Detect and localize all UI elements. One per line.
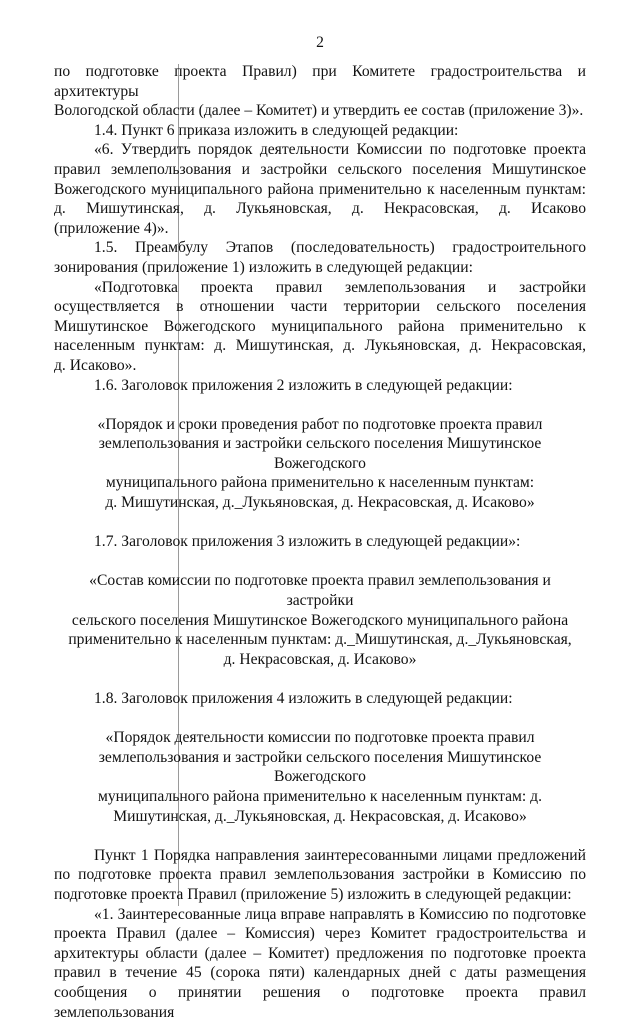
clause-1-7-title: сельского поселения Мишутинское Вожегодского муниципального района xyxy=(71,611,569,629)
clause-1-5-line: «Подготовка проекта правил землепользования и застройки xyxy=(94,278,586,296)
page-number: 2 xyxy=(316,34,324,51)
clause-1-4-heading: 1.4. Пункт 6 приказа изложить в следующей редакции: xyxy=(94,121,459,139)
clause-1-6-title: муниципального района применительно к населенным пунктам: xyxy=(105,474,535,492)
clause-1-4-line: (приложение 4)». xyxy=(54,219,169,237)
clause-1-8-heading: 1.8. Заголовок приложения 4 изложить в следующей редакции: xyxy=(94,690,513,707)
clause-1-5-line: д. Исаково». xyxy=(54,356,137,374)
clause-1-6-heading: 1.6. Заголовок приложения 2 изложить в следующей редакции: xyxy=(94,376,513,394)
clause-1-5-line: населенным пунктам: д. Мишутинская, д. Лукьяновская, д. Некрасовская, xyxy=(54,337,586,355)
punkt-1-body: сообщения о принятии решения о подготовке проекта правил землепользования xyxy=(54,983,586,1021)
clause-1-4-line: д. Мишутинская, д. Лукьяновская, д. Некрасовская, д. Исаково xyxy=(54,200,586,218)
clause-1-8-title: землепользования и застройки сельского поселения Мишутинское Вожегодского xyxy=(98,748,542,786)
punkt-1-paragraph: Пункт 1 Порядка направления заинтересованными лицами предложений xyxy=(94,846,586,864)
clause-1-6-title: землепользования и застройки сельского поселения Мишутинское Вожегодского xyxy=(98,435,542,472)
clause-1-4-line: «6. Утвердить порядок деятельности Комиссии по подготовке проекта xyxy=(94,141,586,159)
punkt-1-body: правил в течение 45 (сорока пяти) календарных дней с даты размещения xyxy=(54,964,586,982)
clause-1-6-title: «Порядок и сроки проведения работ по подготовке проекта правил xyxy=(97,415,543,433)
clause-1-7-heading: 1.7. Заголовок приложения 3 изложить в следующей редакции»: xyxy=(94,533,521,551)
intro-line-2: Вологодской области (далее – Комитет) и утвердить ее состав (приложение 3)». xyxy=(54,102,584,120)
clause-1-8-title: муниципального района применительно к населенным пунктам: д. xyxy=(98,787,542,805)
clause-1-4-line: правил землепользования и застройки сельского поселения Мишутинское xyxy=(54,160,586,178)
clause-1-7-title: применительно к населенным пунктам: д._Мишутинская, д._Лукьяновская, xyxy=(68,631,572,649)
clause-1-4-line: Вожегодского муниципального района применительно к населенным пунктам: xyxy=(54,180,586,198)
intro-line-1: по подготовке проекта Правил) при Комитете градостроительства и архитектуры xyxy=(54,63,586,100)
clause-1-5-heading: зонирования (приложение 1) изложить в следующей редакции: xyxy=(54,258,473,276)
clause-1-7-title: д. Некрасовская, д. Исаково» xyxy=(223,650,417,668)
clause-1-8-title: «Порядок деятельности комиссии по подготовке проекта правил xyxy=(105,729,535,747)
clause-1-5-line: Мишутинское Вожегодского муниципального района применительно к xyxy=(54,317,586,335)
clause-1-8-title: Мишутинская, д._Лукьяновская, д. Некрасовская, д. Исаково» xyxy=(113,807,527,825)
clause-1-5-line: осуществляется в отношении части территории сельского поселения xyxy=(54,298,586,316)
clause-1-5-heading: 1.5. Преамбулу Этапов (последовательность) градостроительного xyxy=(94,239,586,257)
document-body xyxy=(54,62,586,1022)
punkt-1-body: проекта Правил (далее – Комиссия) через Комитет градостроительства и xyxy=(54,925,586,943)
punkt-1-paragraph: подготовке проекта Правил (приложение 5) изложить в следующей редакции: xyxy=(54,885,572,903)
clause-1-7-title: «Состав комиссии по подготовке проекта правил землепользования и застройки xyxy=(89,572,551,610)
punkt-1-body: «1. Заинтересованные лица вправе направлять в Комиссию по подготовке xyxy=(94,905,586,923)
punkt-1-paragraph: по подготовке проекта правил землепользования застройки в Комиссию по xyxy=(54,866,586,884)
punkt-1-body: архитектуры области (далее – Комитет) предложения по подготовке проекта xyxy=(54,944,586,962)
clause-1-6-title: д. Мишутинская, д._Лукьяновская, д. Некрасовская, д. Исаково» xyxy=(105,494,535,512)
